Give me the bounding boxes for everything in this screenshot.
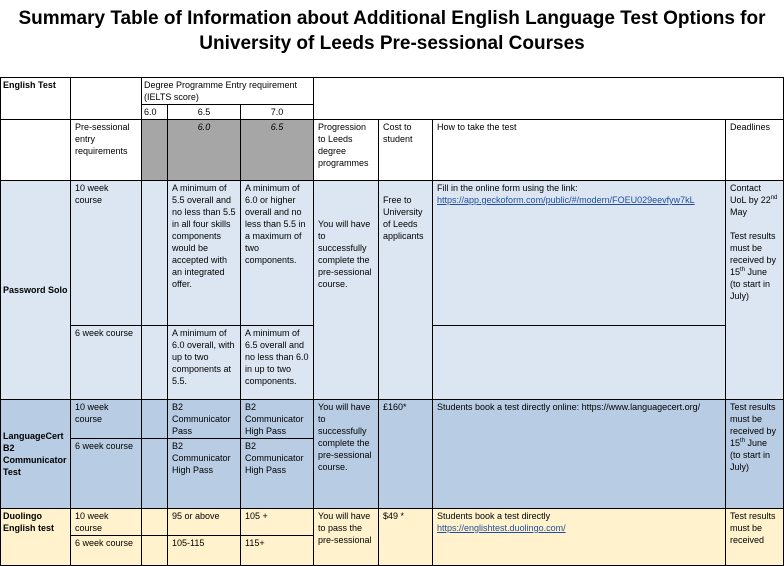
title-line-1: Summary Table of Information about Additional English Language Test Options for <box>18 8 766 29</box>
requirement-65: B2 Communicator Pass <box>168 400 241 439</box>
how-text: Fill in the online form using the link: <box>437 183 578 193</box>
requirement-70: A minimum of 6.0 or higher overall and no less than 5.5 in a maximum of two components. <box>241 181 314 326</box>
course-10-week: 10 week course <box>71 400 142 439</box>
grey-cell-60 <box>142 120 168 181</box>
test-name-languagecert: LanguageCert B2 Communicator Test <box>1 400 71 509</box>
table-row <box>1 181 784 326</box>
header-how: How to take the test <box>433 120 726 181</box>
header-degree-entry: Degree Programme Entry requirement (IELTS score) <box>142 78 314 105</box>
requirement-65: 95 or above <box>168 509 241 536</box>
requirement-70: 105 + <box>241 509 314 536</box>
table-row <box>1 509 784 536</box>
header-score-65: 6.5 <box>168 105 241 120</box>
grey-cell-70: 6.5 <box>241 120 314 181</box>
test-name-password-solo: Password Solo <box>1 181 71 400</box>
how-empty-cell <box>433 326 726 400</box>
how-text: Students book a test directly <box>437 511 551 521</box>
header-deadlines: Deadlines <box>726 120 784 181</box>
cost-text: Free to University of Leeds applicants <box>383 195 424 241</box>
empty-60-cell <box>142 400 168 439</box>
empty-60-cell <box>142 536 168 566</box>
course-10-week: 10 week course <box>71 509 142 536</box>
header-presessional: Pre-sessional entry requirements <box>71 120 142 181</box>
empty-60-cell <box>142 509 168 536</box>
header-row-3 <box>1 120 784 181</box>
requirement-70: B2 Communicator High Pass <box>241 400 314 439</box>
how-text: Students book a test directly online: https://www.languagecert.org/ <box>433 400 726 509</box>
page-title <box>0 6 784 56</box>
course-6-week: 6 week course <box>71 326 142 400</box>
duolingo-link[interactable]: https://englishtest.duolingo.com/ <box>437 523 566 533</box>
cost-text: $49 * <box>379 509 433 566</box>
header-blank-area <box>314 78 784 120</box>
requirement-70: 115+ <box>241 536 314 566</box>
deadline-results: Test results must be received by 15th June (to start in July) <box>726 400 784 509</box>
empty-60-cell <box>142 326 168 400</box>
empty-60-cell <box>142 181 168 326</box>
grey-cell-65: 6.0 <box>168 120 241 181</box>
how-cell <box>433 181 726 326</box>
deadline-results: Test results must be received by 15th June (to start in July) <box>730 231 777 301</box>
table-row <box>1 400 784 439</box>
geckoform-link[interactable]: https://app.geckoform.com/public/#/modern/FOEU029eevfyw7kL <box>437 195 695 205</box>
header-score-60: 6.0 <box>142 105 168 120</box>
deadline-contact: Contact UoL by 22nd May <box>730 183 778 217</box>
header-empty-cell <box>71 78 142 120</box>
cost-cell <box>379 181 433 400</box>
course-6-week: 6 week course <box>71 439 142 509</box>
header-english-test: English Test <box>1 78 71 120</box>
requirement-65: 105-115 <box>168 536 241 566</box>
course-10-week: 10 week course <box>71 181 142 326</box>
progression-cell <box>314 181 379 400</box>
requirement-65: A minimum of 6.0 overall, with up to two components at 5.5. <box>168 326 241 400</box>
requirement-65: A minimum of 5.5 overall and no less than 5.5 in all four skills components would be accepted with an integrated offer. <box>168 181 241 326</box>
test-name-duolingo: Duolingo English test <box>1 509 71 566</box>
deadline-results: Test results must be received <box>726 509 784 566</box>
requirement-65: B2 Communicator High Pass <box>168 439 241 509</box>
deadline-cell <box>726 181 784 400</box>
header-progression: Progression to Leeds degree programmes <box>314 120 379 181</box>
empty-60-cell <box>142 439 168 509</box>
requirement-70: B2 Communicator High Pass <box>241 439 314 509</box>
summary-table <box>0 77 784 566</box>
course-6-week: 6 week course <box>71 536 142 566</box>
requirement-70: A minimum of 6.5 overall and no less than 6.0 in up to two components. <box>241 326 314 400</box>
progression-text: You will have to pass the pre-sessional <box>314 509 379 566</box>
cost-text: £160* <box>379 400 433 509</box>
header-score-70: 7.0 <box>241 105 314 120</box>
progression-text: You will have to successfully complete the pre-sessional course. <box>318 219 372 289</box>
header-cost: Cost to student <box>379 120 433 181</box>
header-row-1 <box>1 78 784 105</box>
title-line-2: University of Leeds Pre-sessional Courses <box>199 33 585 54</box>
how-cell <box>433 509 726 566</box>
header-empty-left <box>1 120 71 181</box>
progression-text: You will have to successfully complete the pre-sessional course. <box>314 400 379 509</box>
